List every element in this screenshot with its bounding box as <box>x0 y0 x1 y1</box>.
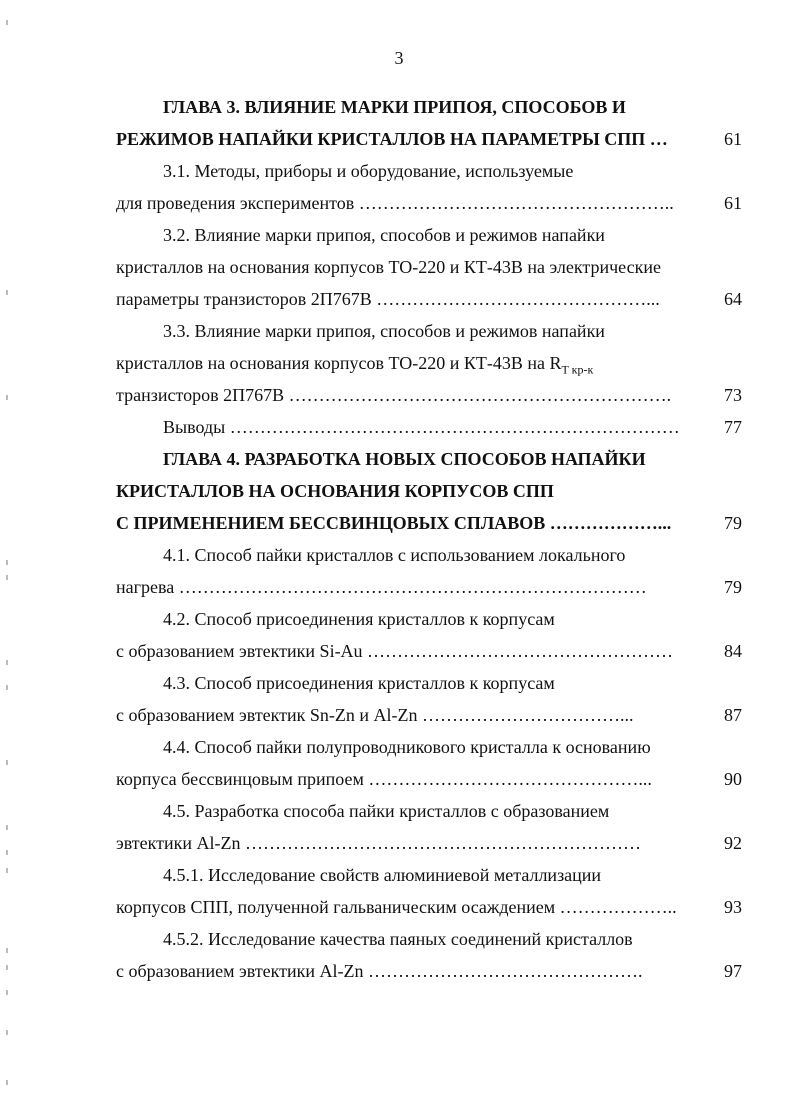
scan-speck <box>6 850 8 855</box>
scan-speck <box>6 990 8 995</box>
scan-speck <box>6 290 8 295</box>
s45-line2: эвтектики Al-Zn ………………………………………………………… <box>116 833 642 853</box>
s41-line2: нагрева …………………………………………………………………… <box>116 577 647 597</box>
s42-page: 84 <box>724 641 742 661</box>
s32-line3: параметры транзисторов 2П767В ………………………………………... <box>116 289 660 309</box>
s42-line2: с образованием эвтектики Si-Au …………………………………………… <box>116 641 674 661</box>
s32-line1: 3.2. Влияние марки припоя, способов и режимов напайки <box>163 225 605 245</box>
conclusions: Выводы ………………………………………………………………… <box>163 417 680 437</box>
s33-line3: транзисторов 2П767В ………………………………………………………. <box>116 385 672 405</box>
s31-line2: для проведения экспериментов …………………………………………….. <box>116 193 674 213</box>
s32-line2: кристаллов на основания корпусов ТО-220 и КТ-43В на электрические <box>116 257 661 277</box>
s42-line1: 4.2. Способ присоединения кристаллов к корпусам <box>163 609 555 629</box>
s45-line1: 4.5. Разработка способа пайки кристаллов с образованием <box>163 801 610 821</box>
scan-speck <box>6 1080 8 1085</box>
s33-line2-text: кристаллов на основания корпусов ТО-220 и КТ-43В на R <box>116 353 562 373</box>
chapter3-page: 61 <box>724 129 742 149</box>
conclusions-page: 77 <box>724 417 742 437</box>
scan-speck <box>6 20 8 25</box>
chapter4-title-line1: ГЛАВА 4. РАЗРАБОТКА НОВЫХ СПОСОБОВ НАПАЙКИ <box>163 449 646 469</box>
scan-speck <box>6 825 8 830</box>
s452-page: 97 <box>724 961 742 981</box>
chapter3-title-line1: ГЛАВА 3. ВЛИЯНИЕ МАРКИ ПРИПОЯ, СПОСОБОВ И <box>163 97 626 117</box>
s43-line2: с образованием эвтектик Sn-Zn и Al-Zn ……………………………... <box>116 705 634 725</box>
s33-line1: 3.3. Влияние марки припоя, способов и режимов напайки <box>163 321 605 341</box>
scan-speck <box>6 685 8 690</box>
s43-line1: 4.3. Способ присоединения кристаллов к корпусам <box>163 673 555 693</box>
scan-speck <box>6 660 8 665</box>
s452-line1: 4.5.2. Исследование качества паяных соединений кристаллов <box>163 929 633 949</box>
scan-speck <box>6 1030 8 1035</box>
s41-page: 79 <box>724 577 742 597</box>
s31-page: 61 <box>724 193 742 213</box>
page-number: 3 <box>394 48 404 68</box>
s44-line1: 4.4. Способ пайки полупроводникового кристалла к основанию <box>163 737 651 757</box>
scan-speck <box>6 965 8 970</box>
s43-page: 87 <box>724 705 742 725</box>
scan-speck <box>6 868 8 873</box>
scan-speck <box>6 395 8 400</box>
s32-page: 64 <box>724 289 742 309</box>
s44-page: 90 <box>724 769 742 789</box>
s33-page: 73 <box>724 385 742 405</box>
s45-page: 92 <box>724 833 742 853</box>
chapter3-title-line2: РЕЖИМОВ НАПАЙКИ КРИСТАЛЛОВ НА ПАРАМЕТРЫ СПП … <box>116 129 668 149</box>
chapter4-title-line3: С ПРИМЕНЕНИЕМ БЕССВИНЦОВЫХ СПЛАВОВ ………………... <box>116 513 672 533</box>
scan-speck <box>6 560 8 565</box>
s452-line2: с образованием эвтектики Al-Zn ………………………………………. <box>116 961 643 981</box>
scan-speck <box>6 948 8 953</box>
scan-speck <box>6 760 8 765</box>
s44-line2: корпуса бессвинцовым припоем ………………………………………... <box>116 769 652 789</box>
s41-line1: 4.1. Способ пайки кристаллов с использованием локального <box>163 545 626 565</box>
scan-speck <box>6 575 8 580</box>
s33-line2-subscript: T кр-к <box>561 362 594 377</box>
s451-page: 93 <box>724 897 742 917</box>
s451-line2: корпусов СПП, полученной гальваническим осаждением ……………….. <box>116 897 677 917</box>
s451-line1: 4.5.1. Исследование свойств алюминиевой металлизации <box>163 865 602 885</box>
s31-line1: 3.1. Методы, приборы и оборудование, используемые <box>163 161 574 181</box>
chapter4-title-line2: КРИСТАЛЛОВ НА ОСНОВАНИЯ КОРПУСОВ СПП <box>116 481 554 501</box>
s33-line2 <box>116 352 593 381</box>
chapter4-page: 79 <box>724 513 742 533</box>
